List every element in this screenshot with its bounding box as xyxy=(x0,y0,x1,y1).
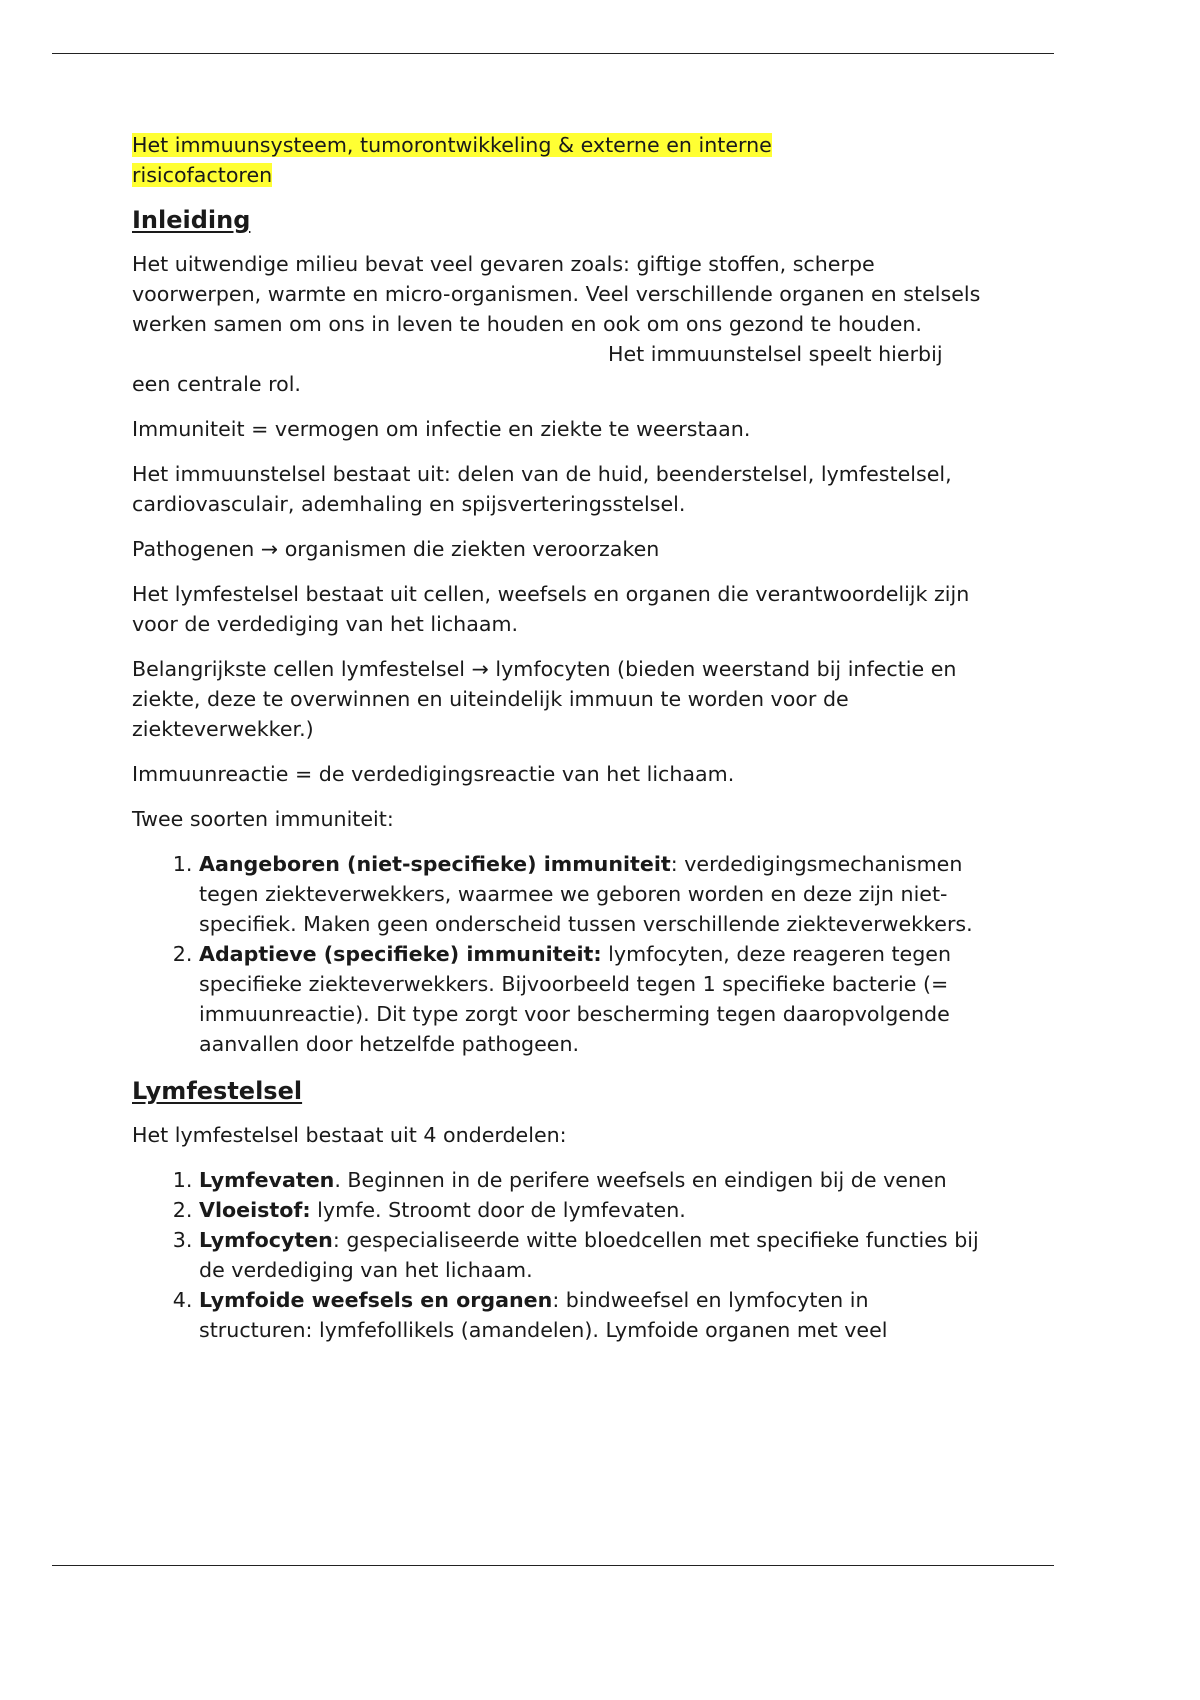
list-item-text: : verdedigingsmechanismen tegen ziekteverwekkers, waarmee we geboren worden en deze zijn niet-specifiek. Maken geen onderscheid tussen verschillende ziekteverwekkers. xyxy=(199,852,973,936)
immunity-types-list xyxy=(132,849,982,1059)
paragraph-intro-part1: Het uitwendige milieu bevat veel gevaren zoals: giftige stoffen, scherpe voorwerpen, warmte en micro-organismen. Veel verschillende organen en stelsels werken samen om ons in leven te houden en ook om ons gezond te houden. xyxy=(132,252,981,336)
paragraph-lymfocyten: Belangrijkste cellen lymfestelsel → lymfocyten (bieden weerstand bij infectie en ziekte, deze te overwinnen en uiteindelijk immuun te worden voor de ziekteverwekker.) xyxy=(132,657,957,741)
list-item-text: : bindweefsel en lymfocyten in structuren: lymfefollikels (amandelen). Lymfoide organen met veel xyxy=(199,1288,888,1342)
list-item-text: lymfocyten, deze reageren tegen specifieke ziekteverwekkers. Bijvoorbeeld tegen 1 specifieke bacterie (= immuunreactie). Dit type zorgt voor bescherming tegen daaropvolgende aanvallen door hetzelfde pathogeen. xyxy=(199,942,952,1056)
paragraph-immuunstelsel: Het immuunstelsel bestaat uit: delen van de huid, beenderstelsel, lymfestelsel, cardiovasculair, ademhaling en spijsverteringsstelsel. xyxy=(132,462,952,516)
list-item-term: Lymfoide weefsels en organen xyxy=(199,1288,553,1312)
paragraph-lymfestelsel-def: Het lymfestelsel bestaat uit cellen, weefsels en organen die verantwoordelijk zijn voor de verdediging van het lichaam. xyxy=(132,582,970,636)
section-heading-lymfestelsel: Lymfestelsel xyxy=(132,1077,303,1105)
paragraph-intro xyxy=(132,249,982,399)
document-title xyxy=(132,130,832,190)
paragraph-intro-part2: Het immuunstelsel speelt hierbij een centrale rol. xyxy=(132,342,943,396)
list-item-term: Adaptieve (specifieke) immuniteit: xyxy=(199,942,602,966)
paragraph-pathogenen: Pathogenen → organismen die ziekten veroorzaken xyxy=(132,537,660,561)
list-item-text: : gespecialiseerde witte bloedcellen met specifieke functies bij de verdediging van het lichaam. xyxy=(199,1228,979,1282)
document-body xyxy=(132,130,982,1359)
list-item xyxy=(199,1225,982,1285)
header-rule xyxy=(52,53,1054,54)
lymph-components-list xyxy=(132,1165,982,1345)
list-item xyxy=(199,1165,982,1195)
paragraph-twee-soorten: Twee soorten immuniteit: xyxy=(132,807,394,831)
paragraph-immuunreactie: Immuunreactie = de verdedigingsreactie van het lichaam. xyxy=(132,762,735,786)
list-item-text: lymfe. Stroomt door de lymfevaten. xyxy=(310,1198,686,1222)
highlighted-title-text: Het immuunsysteem, tumorontwikkeling & externe en interne risicofactoren xyxy=(132,133,772,187)
paragraph-onderdelen: Het lymfestelsel bestaat uit 4 onderdelen: xyxy=(132,1123,567,1147)
footer-rule xyxy=(52,1565,1054,1566)
list-item-text: . Beginnen in de perifere weefsels en eindigen bij de venen xyxy=(334,1168,947,1192)
list-item-term: Vloeistof: xyxy=(199,1198,311,1222)
list-item xyxy=(199,1195,982,1225)
list-item-term: Aangeboren (niet-specifieke) immuniteit xyxy=(199,852,671,876)
section-heading-inleiding: Inleiding xyxy=(132,206,251,234)
list-item-term: Lymfocyten xyxy=(199,1228,333,1252)
list-item xyxy=(199,939,982,1059)
list-item-term: Lymfevaten xyxy=(199,1168,335,1192)
paragraph-immuniteit: Immuniteit = vermogen om infectie en ziekte te weerstaan. xyxy=(132,417,751,441)
list-item xyxy=(199,1285,982,1345)
list-item xyxy=(199,849,982,939)
